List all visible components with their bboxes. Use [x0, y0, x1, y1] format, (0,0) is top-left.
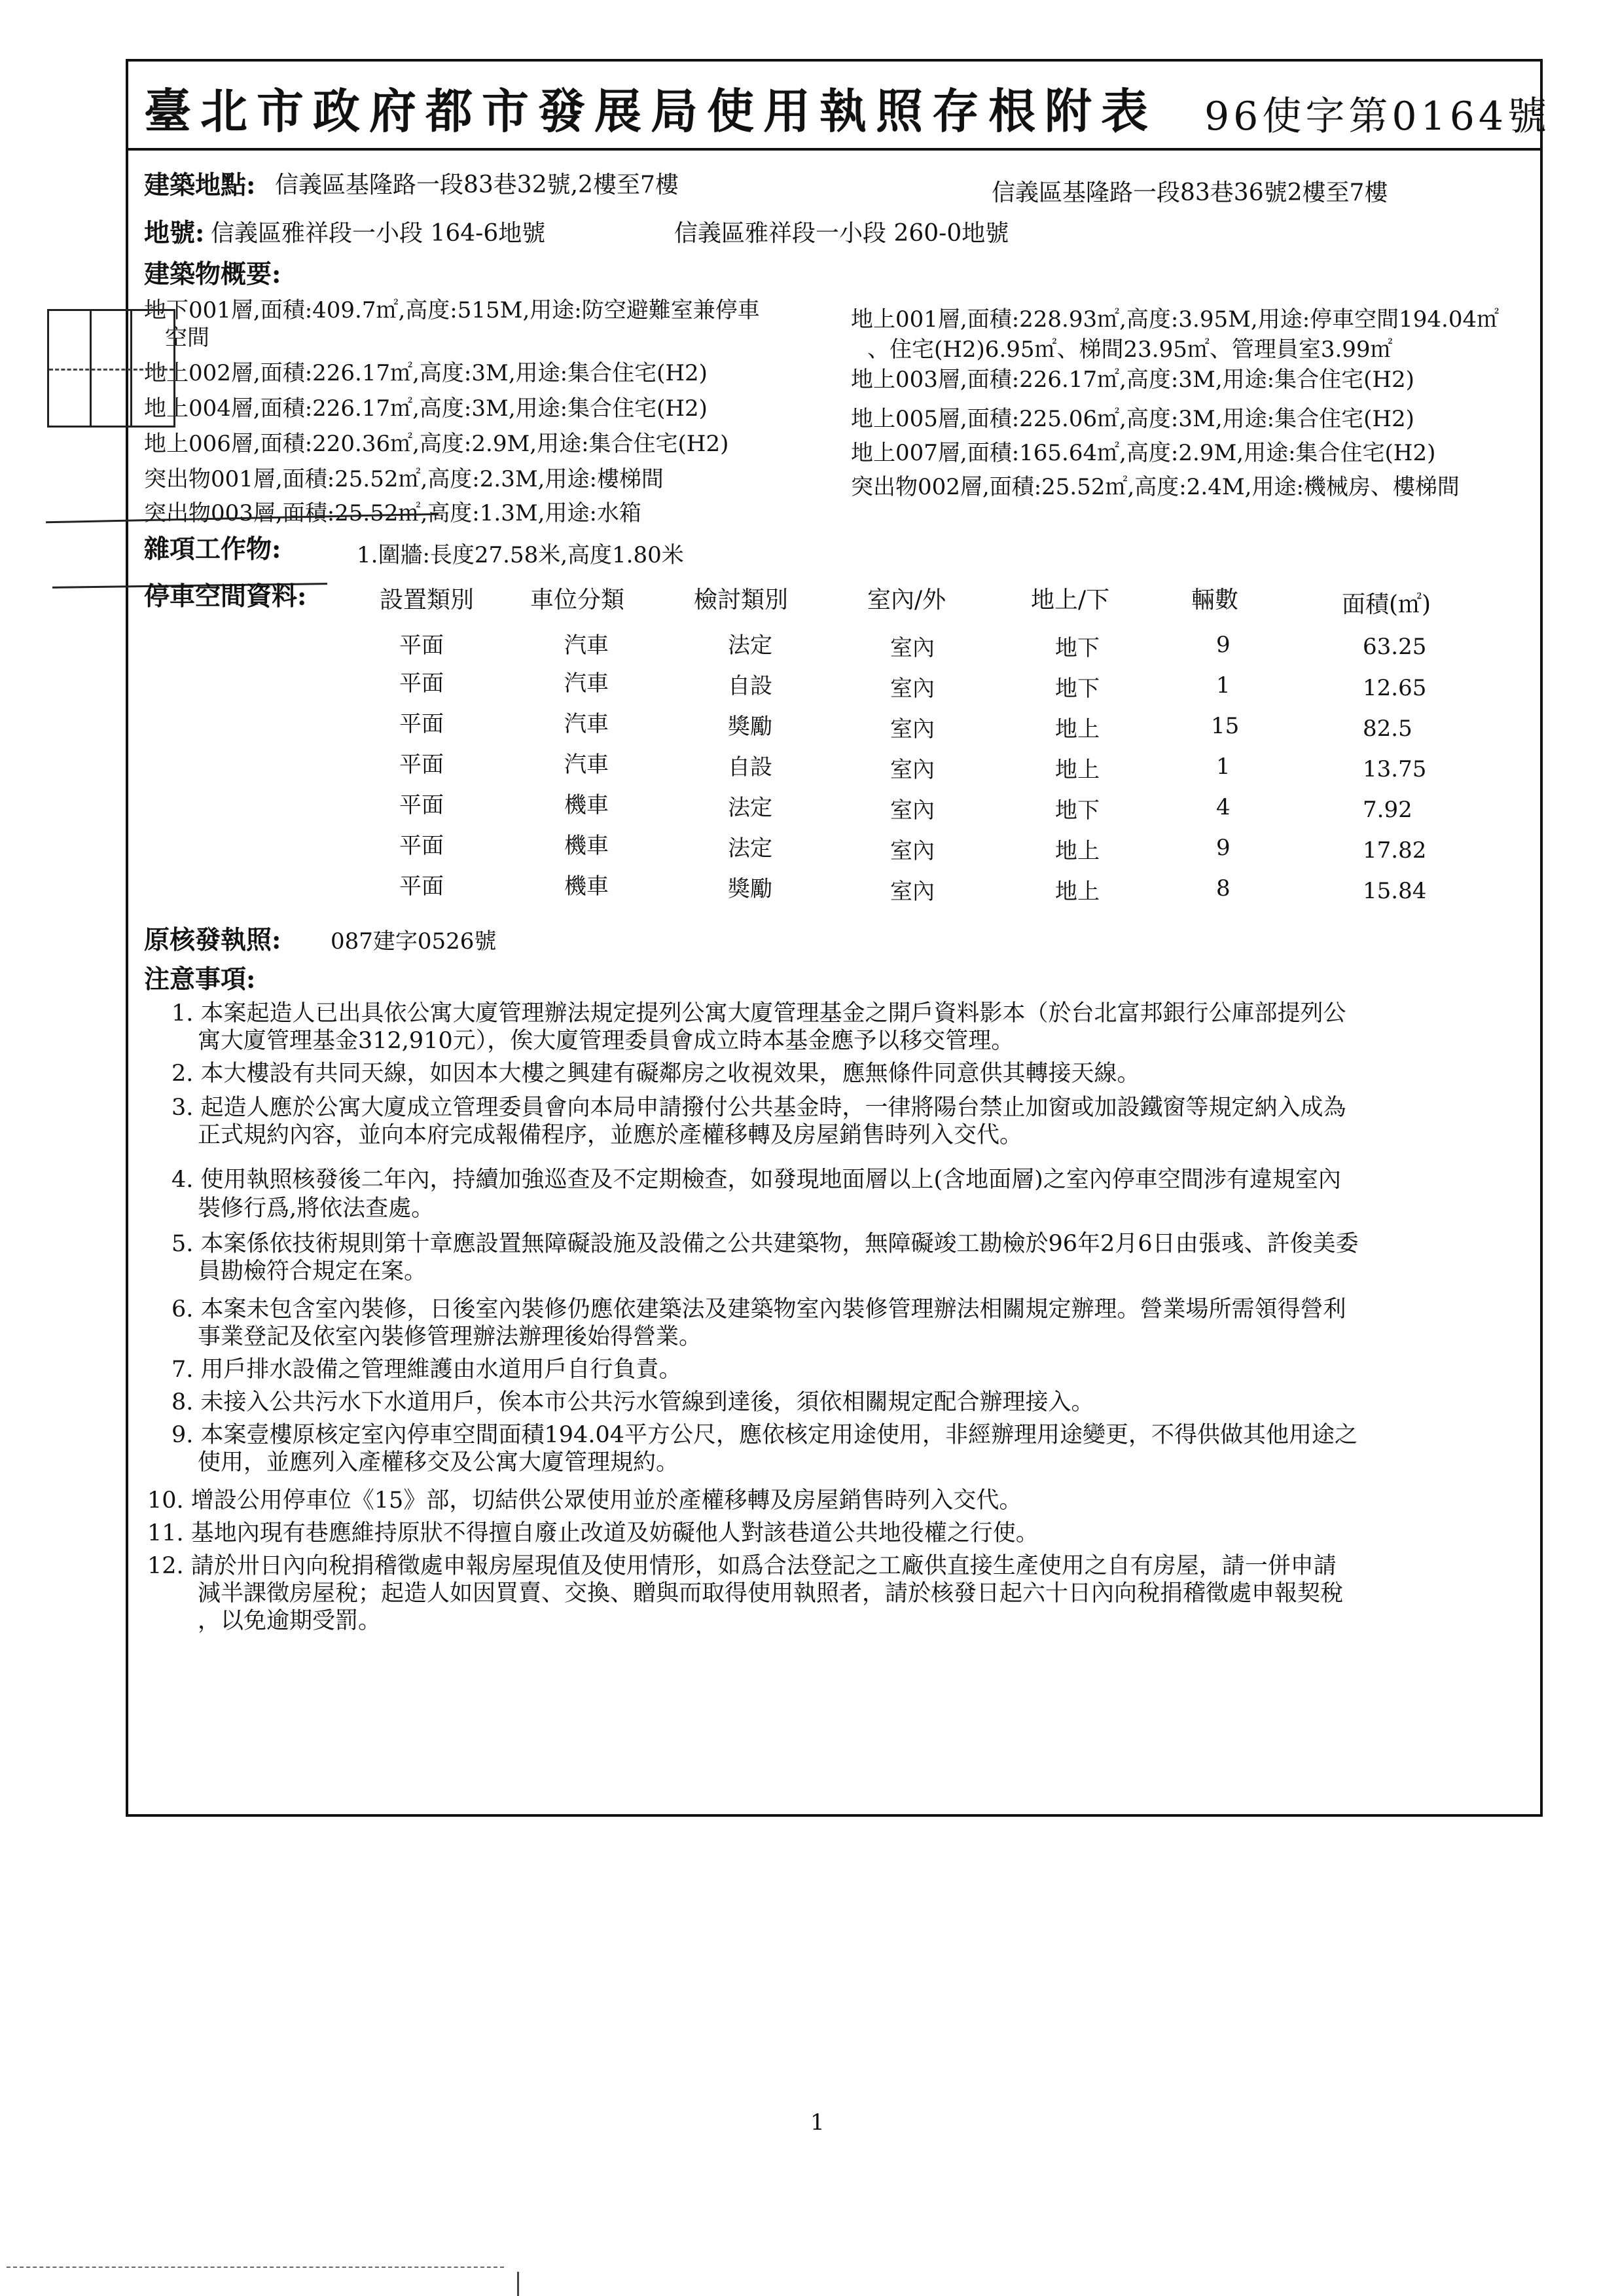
note-line: 7. 用戶排水設備之管理維護由水道用戶自行負責。: [171, 1357, 682, 1383]
parking-cell: 室內: [890, 757, 935, 783]
parking-header-vehicle: 車位分類: [530, 587, 625, 613]
parking-cell: 平面: [399, 873, 444, 900]
note-line: 2. 本大樓設有共同天線，如因本大樓之興建有礙鄰房之收視效果，應無條件同意供其轉接天線。: [171, 1061, 1140, 1087]
parking-header-area: 面積(㎡): [1342, 591, 1431, 618]
parking-cell: 15.84: [1363, 878, 1427, 904]
parking-header-level: 地上/下: [1031, 587, 1110, 613]
note-line: 3. 起造人應於公寓大廈成立管理委員會向本局申請撥付公共基金時，一律將陽台禁止加窗或加設鐵窗等規定納入成為: [171, 1095, 1346, 1121]
note-line: 4. 使用執照核發後二年內，持續加強巡查及不定期檢查，如發現地面層以上(含地面層)之室內停車空間涉有違規室內: [171, 1167, 1341, 1193]
location-address-1: 信義區基隆路一段83巷32號,2樓至7樓: [275, 172, 679, 198]
parking-cell: 法定: [728, 835, 772, 862]
parking-cell: 17.82: [1363, 837, 1427, 864]
overview-right-line: 地上005層,面積:225.06㎡,高度:3M,用途:集合住宅(H2): [851, 406, 1414, 432]
note-line: 正式規約內容，並向本府完成報備程序，並應於產權移轉及房屋銷售時列入交代。: [198, 1122, 1023, 1148]
parking-cell: 汽車: [564, 711, 609, 737]
note-line: 1. 本案起造人已出具依公寓大廈管理辦法規定提列公寓大廈管理基金之開戶資料影本（於台北富邦銀行公庫部提列公: [171, 1000, 1346, 1027]
note-line: 6. 本案未包含室內裝修，日後室內裝修仍應依建築法及建築物室內裝修管理辦法相關規定辦理。營業場所需領得營利: [171, 1296, 1346, 1322]
parking-cell: 8: [1216, 875, 1231, 902]
location-label: 建築地點:: [144, 170, 256, 200]
lot-number-1: 信義區雅祥段一小段 164-6地號: [211, 220, 546, 247]
parking-cell: 平面: [399, 632, 444, 659]
overview-label: 建築物概要:: [144, 259, 281, 289]
note-line: 10. 增設公用停車位《15》部，切結供公眾使用並於產權移轉及房屋銷售時列入交代。: [147, 1487, 1022, 1514]
parking-label: 停車空間資料:: [144, 581, 307, 611]
parking-cell: 1: [1216, 754, 1231, 780]
location-address-2: 信義區基隆路一段83巷36號2樓至7樓: [992, 179, 1388, 206]
parking-cell: 12.65: [1363, 675, 1427, 701]
parking-cell: 63.25: [1363, 634, 1427, 660]
misc-works-label: 雜項工作物:: [144, 534, 281, 564]
parking-cell: 室內: [890, 635, 935, 661]
permit-number: 96使字第0164號: [1204, 94, 1551, 139]
parking-cell: 7.92: [1363, 797, 1412, 823]
parking-cell: 9: [1216, 632, 1231, 658]
parking-header-indoor: 室內/外: [867, 587, 946, 613]
note-line: 寓大廈管理基金312,910元），俟大廈管理委員會成立時本基金應予以移交管理。: [198, 1028, 1015, 1054]
parking-cell: 1: [1216, 672, 1231, 699]
notes-label: 注意事項:: [144, 964, 256, 994]
parking-cell: 地上: [1055, 716, 1100, 742]
scan-mark: [7, 2267, 504, 2268]
overview-left-line: 地下001層,面積:409.7㎡,高度:515M,用途:防空避難室兼停車: [144, 297, 760, 323]
parking-cell: 獎勵: [728, 714, 772, 740]
parking-cell: 地下: [1055, 676, 1100, 702]
parking-cell: 室內: [890, 879, 935, 905]
parking-header-review: 檢討類別: [694, 587, 789, 613]
overview-right-line: 突出物002層,面積:25.52㎡,高度:2.4M,用途:機械房、樓梯間: [851, 474, 1460, 500]
parking-cell: 4: [1216, 794, 1231, 820]
parking-cell: 82.5: [1363, 716, 1412, 742]
document-title: 臺北市政府都市發展局使用執照存根附表: [144, 83, 1158, 139]
parking-cell: 汽車: [564, 670, 609, 697]
overview-right-line: 地上003層,面積:226.17㎡,高度:3M,用途:集合住宅(H2): [851, 367, 1414, 393]
parking-cell: 平面: [399, 670, 444, 697]
overview-left-line: 地上002層,面積:226.17㎡,高度:3M,用途:集合住宅(H2): [144, 360, 708, 386]
note-line: 5. 本案係依技術規則第十章應設置無障礙設施及設備之公共建築物，無障礙竣工勘檢於96年2月6日由張彧、許俊美委: [171, 1231, 1359, 1257]
parking-cell: 室內: [890, 716, 935, 742]
parking-cell: 機車: [564, 873, 609, 900]
parking-cell: 汽車: [564, 752, 609, 778]
lot-label: 地號:: [144, 218, 205, 248]
parking-cell: 地上: [1055, 838, 1100, 864]
parking-header-type: 設置類別: [380, 587, 475, 613]
parking-cell: 地上: [1055, 879, 1100, 905]
parking-cell: 地上: [1055, 757, 1100, 783]
parking-cell: 9: [1216, 835, 1231, 861]
note-line: ，以免逾期受罰。: [198, 1608, 382, 1634]
parking-cell: 室內: [890, 676, 935, 702]
note-line: 11. 基地內現有巷應維持原狀不得擅自廢止改道及妨礙他人對該巷道公共地役權之行使。: [147, 1520, 1039, 1546]
overview-right-line: 、住宅(H2)6.95㎡、梯間23.95㎡、管理員室3.99㎡: [867, 337, 1393, 363]
parking-cell: 13.75: [1363, 756, 1427, 782]
parking-cell: 室內: [890, 797, 935, 824]
parking-cell: 15: [1211, 713, 1240, 739]
parking-cell: 機車: [564, 792, 609, 818]
original-permit-label: 原核發執照:: [144, 925, 281, 955]
note-line: 8. 未接入公共污水下水道用戶，俟本市公共污水管線到達後，須依相關規定配合辦理接入。: [171, 1389, 1094, 1415]
parking-cell: 自設: [728, 754, 772, 780]
parking-cell: 平面: [399, 792, 444, 818]
parking-cell: 自設: [728, 673, 772, 699]
parking-cell: 地下: [1055, 797, 1100, 824]
parking-cell: 獎勵: [728, 876, 772, 902]
scan-mark: [517, 2272, 519, 2296]
note-line: 使用，並應列入產權移交及公寓大廈管理規約。: [198, 1449, 679, 1476]
overview-left-line: 空間: [165, 325, 209, 351]
note-line: 12. 請於卅日內向稅捐稽徵處申報房屋現值及使用情形，如爲合法登記之工廠供直接生產使用之自有房屋，請一併申請: [147, 1553, 1337, 1579]
overview-left-line: 地上004層,面積:226.17㎡,高度:3M,用途:集合住宅(H2): [144, 395, 708, 422]
parking-cell: 機車: [564, 833, 609, 859]
parking-cell: 法定: [728, 795, 772, 821]
note-line: 減半課徵房屋稅；起造人如因買賣、交換、贈與而取得使用執照者，請於核發日起六十日內向稅捐稽徵處申報契稅: [198, 1580, 1344, 1607]
parking-cell: 法定: [728, 632, 772, 659]
overview-left-line: 地上006層,面積:220.36㎡,高度:2.9M,用途:集合住宅(H2): [144, 431, 729, 457]
parking-cell: 平面: [399, 833, 444, 859]
parking-header-count: 輛數: [1191, 587, 1239, 613]
parking-cell: 平面: [399, 711, 444, 737]
overview-left-line: 突出物003層,面積:25.52㎡,高度:1.3M,用途:水箱: [144, 500, 641, 526]
parking-cell: 平面: [399, 752, 444, 778]
title-separator: [126, 148, 1543, 151]
note-line: 裝修行爲,將依法查處。: [198, 1195, 435, 1222]
original-permit-value: 087建字0526號: [331, 928, 497, 955]
parking-cell: 汽車: [564, 632, 609, 659]
parking-cell: 地下: [1055, 635, 1100, 661]
overview-right-line: 地上001層,面積:228.93㎡,高度:3.95M,用途:停車空間194.04㎡: [851, 306, 1500, 333]
page-number: 1: [810, 2109, 825, 2136]
parking-cell: 室內: [890, 838, 935, 864]
lot-number-2: 信義區雅祥段一小段 260-0地號: [674, 220, 1009, 247]
overview-right-line: 地上007層,面積:165.64㎡,高度:2.9M,用途:集合住宅(H2): [851, 440, 1436, 466]
overview-left-line: 突出物001層,面積:25.52㎡,高度:2.3M,用途:樓梯間: [144, 466, 664, 492]
note-line: 9. 本案壹樓原核定室內停車空間面積194.04平方公尺，應依核定用途使用，非經辦理用途變更，不得供做其他用途之: [171, 1422, 1357, 1448]
note-line: 事業登記及依室內裝修管理辦法辦理後始得營業。: [198, 1324, 702, 1350]
note-line: 員勘檢符合規定在案。: [198, 1258, 427, 1285]
seal-stamp: [47, 309, 175, 428]
misc-works-value: 1.圍牆:長度27.58米,高度1.80米: [357, 542, 684, 568]
